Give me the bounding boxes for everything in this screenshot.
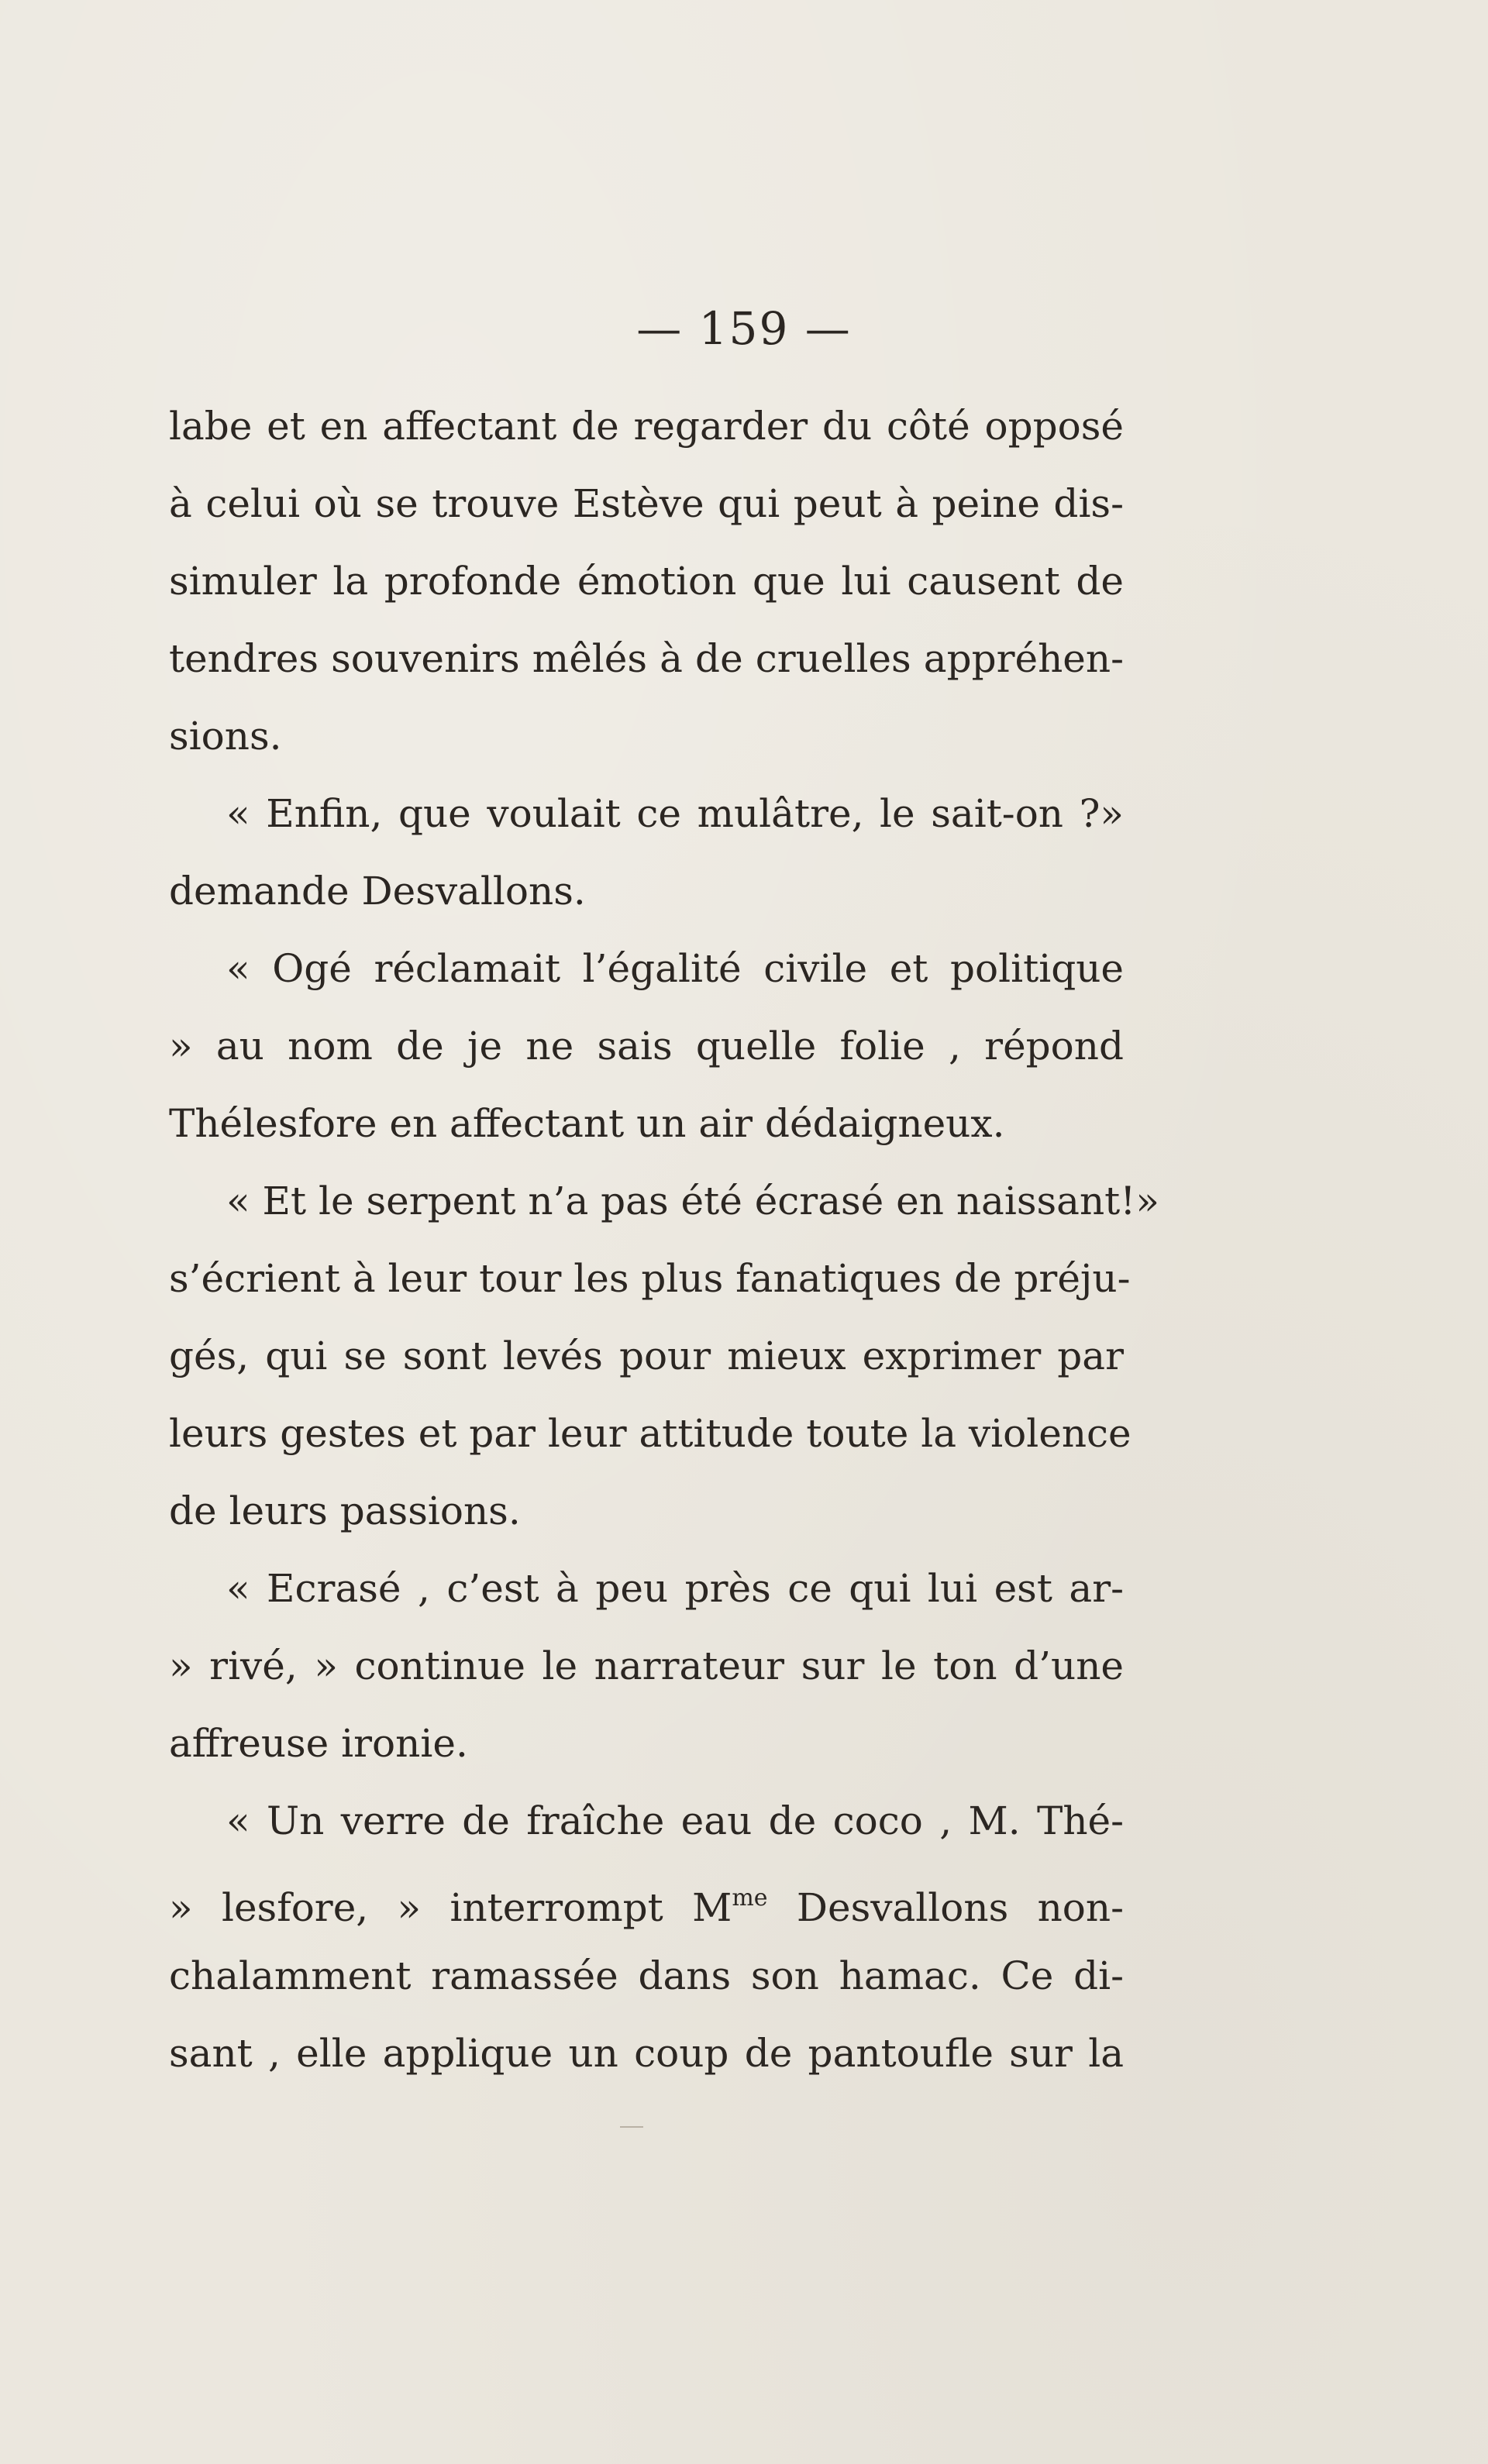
text-line-14: leurs gestes et par leur attitude toute la violence bbox=[169, 1411, 1132, 1456]
text-line-16: « Ecrasé , c’est à peu près ce qui lui est ar- bbox=[226, 1566, 1124, 1611]
text-line-2: à celui où se trouve Estève qui peut à peine dis- bbox=[169, 481, 1124, 526]
body-text bbox=[169, 387, 1159, 2092]
paper-mark bbox=[620, 2126, 643, 2128]
page-number: — 159 — bbox=[636, 302, 852, 355]
text-line-12: s’écrient à leur tour les plus fanatiques de préju- bbox=[169, 1256, 1131, 1301]
superscript-me: me bbox=[732, 1884, 768, 1912]
text-line-7: demande Desvallons. bbox=[169, 869, 586, 914]
text-line-11: « Et le serpent n’a pas été écrasé en naissant!» bbox=[226, 1179, 1159, 1223]
text-line-22: sant , elle applique un coup de pantoufle sur la bbox=[169, 2031, 1124, 2076]
text-line-19: « Un verre de fraîche eau de coco , M. Thé- bbox=[226, 1798, 1124, 1843]
text-line-15: de leurs passions. bbox=[169, 1488, 521, 1533]
text-line-5: sions. bbox=[169, 714, 282, 759]
text-line-20-after: Desvallons non- bbox=[767, 1885, 1125, 1930]
text-line-18: affreuse ironie. bbox=[169, 1721, 468, 1766]
text-line-17: » rivé, » continue le narrateur sur le ton d’une bbox=[169, 1643, 1124, 1688]
text-line-20-before: » lesfore, » interrompt M bbox=[169, 1885, 732, 1930]
text-line-8: « Ogé réclamait l’égalité civile et politique bbox=[226, 946, 1124, 991]
text-line-4: tendres souvenirs mêlés à de cruelles appréhen- bbox=[169, 636, 1124, 681]
text-line-20 bbox=[169, 1860, 1124, 1937]
text-line-6: « Enfin, que voulait ce mulâtre, le sait-on ?» bbox=[226, 791, 1124, 836]
text-line-9: » au nom de je ne sais quelle folie , répond bbox=[169, 1024, 1124, 1069]
text-line-3: simuler la profonde émotion que lui causent de bbox=[169, 559, 1124, 604]
text-line-10: Thélesfore en affectant un air dédaigneux. bbox=[169, 1101, 1005, 1146]
text-line-1: labe et en affectant de regarder du côté opposé bbox=[169, 404, 1124, 449]
text-line-21: chalamment ramassée dans son hamac. Ce di- bbox=[169, 1953, 1124, 1998]
text-line-13: gés, qui se sont levés pour mieux exprimer par bbox=[169, 1334, 1124, 1378]
